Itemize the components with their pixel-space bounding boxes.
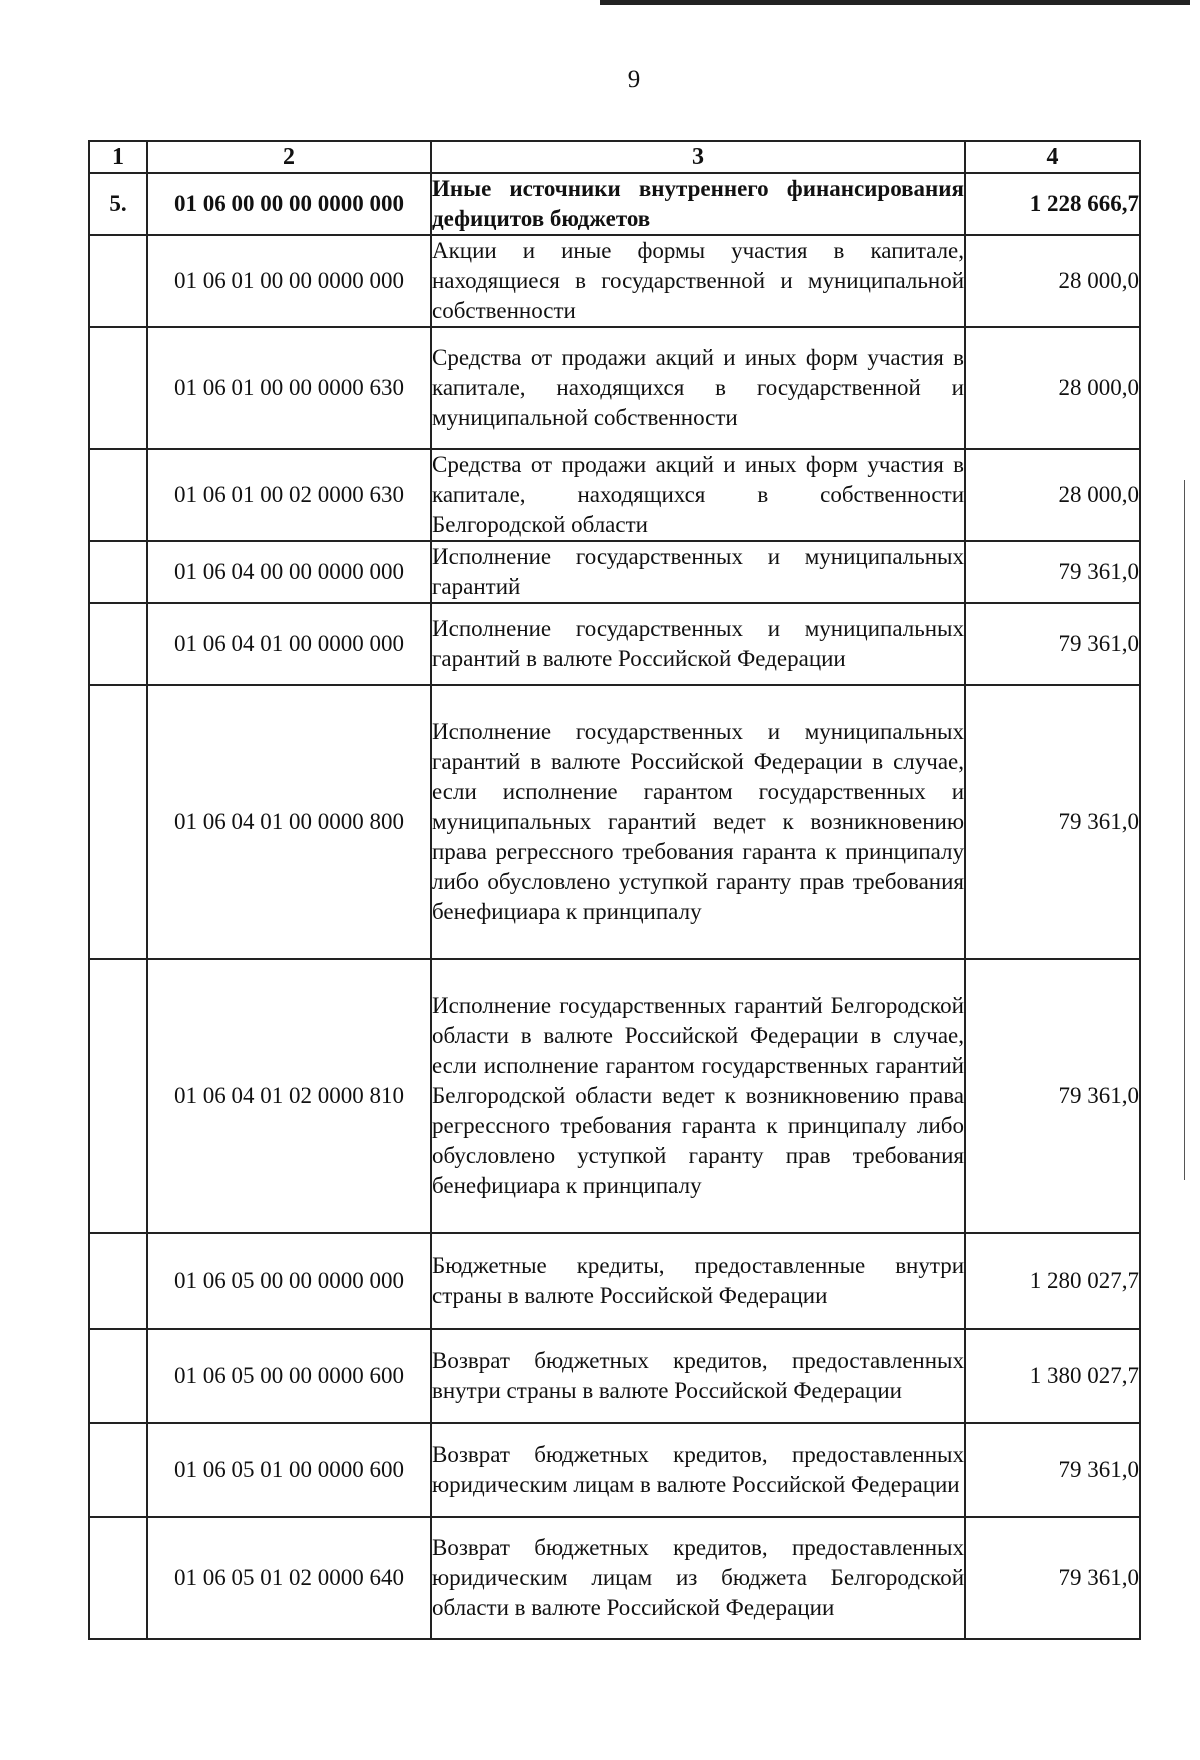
column-header-1: 1 [89, 141, 147, 173]
source-description-cell: Исполнение государственных и муниципальных гарантий в валюте Российской Федерации [431, 603, 965, 685]
row-number-cell [89, 235, 147, 327]
budget-code-cell: 01 06 01 00 02 0000 630 [147, 449, 431, 541]
budget-code-cell: 01 06 05 00 00 0000 000 [147, 1233, 431, 1329]
budget-code-cell: 01 06 05 01 02 0000 640 [147, 1517, 431, 1639]
row-number-cell [89, 1517, 147, 1639]
row-number-cell: 5. [89, 173, 147, 235]
row-number-cell [89, 959, 147, 1233]
row-number-cell [89, 449, 147, 541]
budget-code-cell: 01 06 01 00 00 0000 000 [147, 235, 431, 327]
row-number-cell [89, 603, 147, 685]
table-row [89, 1423, 1140, 1517]
page-number: 9 [627, 66, 641, 93]
table-row [89, 327, 1140, 449]
column-header-2: 2 [147, 141, 431, 173]
amount-cell: 79 361,0 [965, 1423, 1140, 1517]
source-description-cell: Средства от продажи акций и иных форм участия в капитале, находящихся в государственной и муниципальной собственности [431, 327, 965, 449]
top-border-rule [600, 0, 1190, 5]
budget-code-cell: 01 06 04 01 00 0000 800 [147, 685, 431, 959]
source-description-cell: Возврат бюджетных кредитов, предоставленных юридическим лицам из бюджета Белгородской области в валюте Российской Федерации [431, 1517, 965, 1639]
row-number-cell [89, 541, 147, 603]
budget-code-cell: 01 06 04 01 00 0000 000 [147, 603, 431, 685]
row-number-cell [89, 1423, 147, 1517]
source-description-cell: Исполнение государственных и муниципальных гарантий в валюте Российской Федерации в случае, если исполнение гарантом государственных и муниципальных гарантий ведет к возникновению права регрессного требования гаранта к принципалу либо обусловлено уступкой гаранту прав требования бенефициара к принципалу [431, 685, 965, 959]
source-description-cell: Возврат бюджетных кредитов, предоставленных юридическим лицам в валюте Российской Федерации [431, 1423, 965, 1517]
row-number-cell [89, 1329, 147, 1423]
amount-cell: 1 280 027,7 [965, 1233, 1140, 1329]
source-description-cell: Исполнение государственных гарантий Белгородской области в валюте Российской Федерации в случае, если исполнение гарантом государственных гарантий Белгородской области ведет к возникновению права регрессного требования гаранта к принципалу либо обусловлено уступкой гаранту прав требования бенефициара к принципалу [431, 959, 965, 1233]
table-row [89, 1233, 1140, 1329]
table-header-row [89, 141, 1140, 173]
table-row [89, 1517, 1140, 1639]
source-description-cell: Исполнение государственных и муниципальных гарантий [431, 541, 965, 603]
source-description-cell: Акции и иные формы участия в капитале, находящиеся в государственной и муниципальной собственности [431, 235, 965, 327]
column-header-3: 3 [431, 141, 965, 173]
amount-cell: 28 000,0 [965, 235, 1140, 327]
budget-sources-table [88, 140, 1141, 1640]
amount-cell: 28 000,0 [965, 327, 1140, 449]
budget-code-cell: 01 06 00 00 00 0000 000 [147, 173, 431, 235]
source-description-cell: Возврат бюджетных кредитов, предоставленных внутри страны в валюте Российской Федерации [431, 1329, 965, 1423]
budget-code-cell: 01 06 01 00 00 0000 630 [147, 327, 431, 449]
source-description-cell: Иные источники внутреннего финансирования дефицитов бюджетов [431, 173, 965, 235]
table-body [89, 173, 1140, 1639]
amount-cell: 79 361,0 [965, 1517, 1140, 1639]
budget-code-cell: 01 06 04 01 02 0000 810 [147, 959, 431, 1233]
table-row [89, 235, 1140, 327]
table-row [89, 173, 1140, 235]
amount-cell: 79 361,0 [965, 541, 1140, 603]
amount-cell: 28 000,0 [965, 449, 1140, 541]
budget-code-cell: 01 06 04 00 00 0000 000 [147, 541, 431, 603]
row-number-cell [89, 327, 147, 449]
table-row [89, 685, 1140, 959]
table-row [89, 541, 1140, 603]
scan-margin-line [1184, 480, 1185, 1180]
budget-code-cell: 01 06 05 01 00 0000 600 [147, 1423, 431, 1517]
amount-cell: 79 361,0 [965, 685, 1140, 959]
table-row [89, 449, 1140, 541]
column-header-4: 4 [965, 141, 1140, 173]
amount-cell: 1 228 666,7 [965, 173, 1140, 235]
table-row [89, 603, 1140, 685]
source-description-cell: Бюджетные кредиты, предоставленные внутри страны в валюте Российской Федерации [431, 1233, 965, 1329]
table-row [89, 1329, 1140, 1423]
amount-cell: 1 380 027,7 [965, 1329, 1140, 1423]
amount-cell: 79 361,0 [965, 603, 1140, 685]
table-row [89, 959, 1140, 1233]
amount-cell: 79 361,0 [965, 959, 1140, 1233]
source-description-cell: Средства от продажи акций и иных форм участия в капитале, находящихся в собственности Белгородской области [431, 449, 965, 541]
row-number-cell [89, 685, 147, 959]
budget-code-cell: 01 06 05 00 00 0000 600 [147, 1329, 431, 1423]
row-number-cell [89, 1233, 147, 1329]
